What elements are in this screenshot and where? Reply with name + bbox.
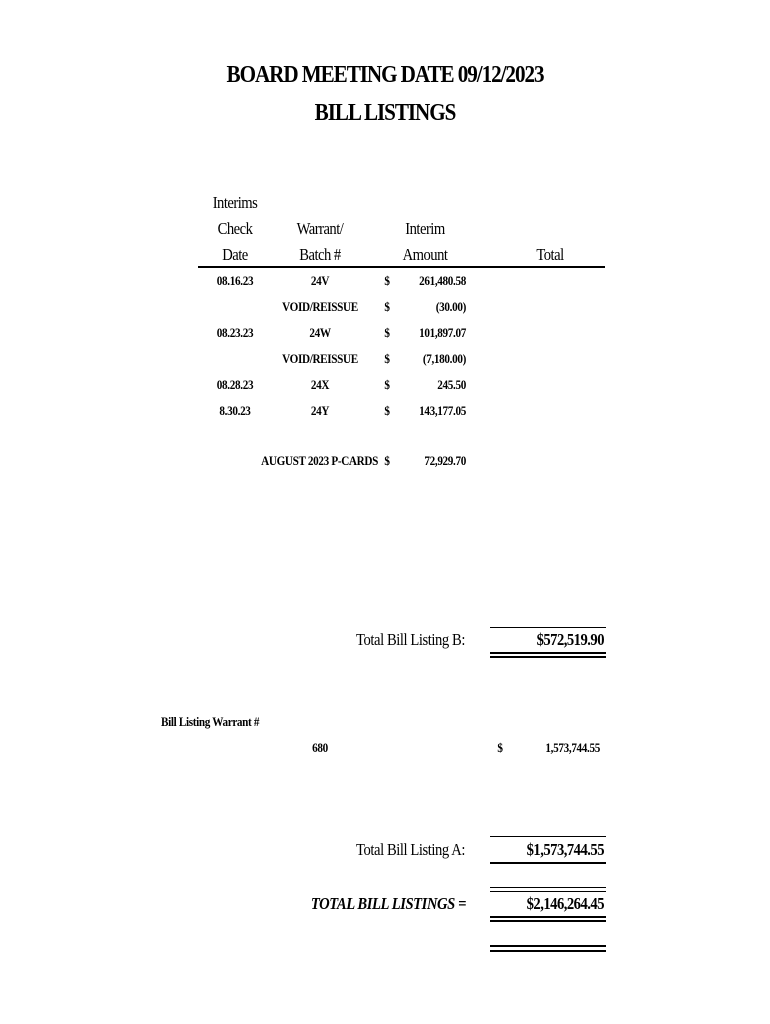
row-currency: $ [384,351,390,366]
grand-total-topline-1 [490,887,606,888]
total-b-topline [490,627,606,628]
total-a-topline [490,836,606,837]
row-warrant: VOID/REISSUE [282,299,358,314]
total-a-underline [490,862,606,864]
header-date-line2: Check [217,219,253,238]
listing-a-currency: $ [497,740,503,755]
listing-a-warrant: 680 [312,740,328,755]
header-date-line1: Interims [212,193,258,212]
row-warrant: 24W [309,325,331,340]
row-amount: (30.00) [435,299,466,314]
total-a-value: $1,573,744.55 [526,840,604,859]
pcards-currency: $ [384,453,390,468]
row-currency: $ [384,325,390,340]
total-b-value: $572,519.90 [536,630,604,649]
row-amount: (7,180.00) [422,351,466,366]
row-currency: $ [384,403,390,418]
grand-total-underline-1 [490,916,606,918]
header-total: Total [536,245,564,264]
total-b-label: Total Bill Listing B: [356,630,465,649]
row-amount: 261,480.58 [419,273,466,288]
row-currency: $ [384,377,390,392]
grand-total-label: TOTAL BILL LISTINGS = [310,894,466,913]
grand-total-topline-2 [490,891,606,892]
row-date: 8.30.23 [219,403,251,418]
row-amount: 245.50 [437,377,466,392]
row-warrant: 24X [310,377,330,392]
header-warrant-line1: Warrant/ [296,219,344,238]
bottom-rule-2 [490,950,606,952]
header-date-line3: Date [222,245,248,264]
row-date: 08.16.23 [216,273,254,288]
total-a-label: Total Bill Listing A: [356,840,465,859]
pcards-amount: 72,929.70 [424,453,466,468]
row-warrant: 24Y [310,403,330,418]
row-amount: 143,177.05 [419,403,466,418]
bottom-rule-1 [490,945,606,947]
row-currency: $ [384,299,390,314]
page-title: BOARD MEETING DATE 09/12/2023 [226,62,544,88]
header-warrant-line2: Batch # [299,245,341,264]
header-underline [198,266,605,268]
pcards-label: AUGUST 2023 P-CARDS [261,453,378,468]
total-b-underline-1 [490,652,606,654]
listing-a-amount: 1,573,744.55 [545,740,600,755]
grand-total-value: $2,146,264.45 [526,894,604,913]
row-warrant: 24V [310,273,330,288]
header-amount-line1: Interim [405,219,445,238]
row-warrant: VOID/REISSUE [282,351,358,366]
row-amount: 101,897.07 [419,325,466,340]
page-subtitle: BILL LISTINGS [314,100,456,126]
grand-total-underline-2 [490,920,606,922]
total-b-underline-2 [490,656,606,658]
listing-a-heading: Bill Listing Warrant # [160,714,260,729]
row-currency: $ [384,273,390,288]
row-date: 08.28.23 [216,377,254,392]
header-amount-line2: Amount [402,245,448,264]
row-date: 08.23.23 [216,325,254,340]
